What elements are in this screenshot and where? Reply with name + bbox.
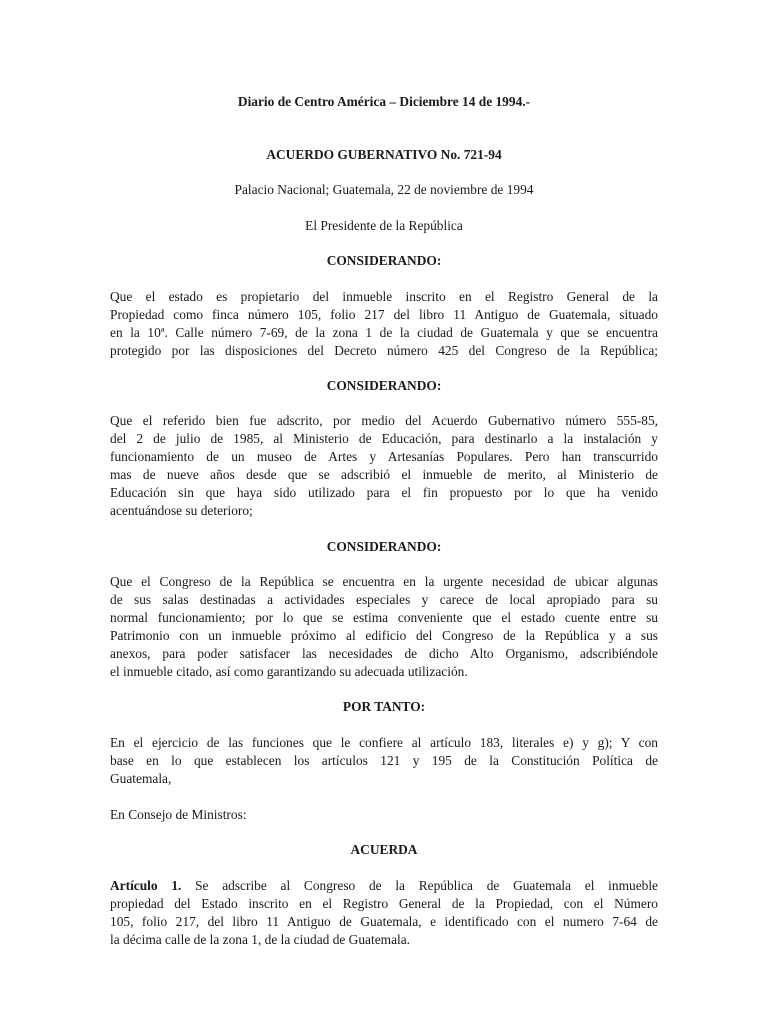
- considerando-2-line-5: Educación sin que haya sido utilizado para el fin propuesto por lo que ha venido: [110, 485, 658, 500]
- publication-line: Diario de Centro América – Diciembre 14 de 1994.-: [237, 94, 531, 109]
- acuerda-heading: ACUERDA: [350, 842, 418, 857]
- considerando-1-line-1: Que el estado es propietario del inmueble inscrito en el Registro General de la: [110, 289, 658, 304]
- por-tanto-line-2: base en lo que establecen los artículos 121 y 195 de la Constitución Política de: [110, 753, 658, 768]
- document-page: [110, 0, 658, 1024]
- considerando-3-line-3: normal funcionamiento; por lo que se estima conveniente que el estado cuente entre su: [110, 610, 658, 625]
- considerando-1-line-2: Propiedad como finca número 105, folio 217 del libro 11 Antiguo de Guatemala, situado: [110, 307, 658, 322]
- president-line: El Presidente de la República: [305, 218, 463, 233]
- considerando-3-line-5: anexos, para poder satisfacer las necesidades de dicho Alto Organismo, adscribiéndole: [110, 646, 658, 661]
- considerando-2-line-2: del 2 de julio de 1985, al Ministerio de Educación, para destinarlo a la instalación y: [110, 431, 658, 446]
- considerando-heading-1: CONSIDERANDO:: [326, 253, 442, 268]
- consejo-line: En Consejo de Ministros:: [110, 807, 247, 822]
- considerando-2-line-1: Que el referido bien fue adscrito, por medio del Acuerdo Gubernativo número 555-85,: [110, 413, 658, 428]
- por-tanto-heading: POR TANTO:: [342, 699, 426, 714]
- considerando-2-line-6: acentuándose su deterioro;: [110, 503, 253, 518]
- articulo-1-line-4: la décima calle de la zona 1, de la ciudad de Guatemala.: [110, 932, 411, 947]
- considerando-1-line-4: protegido por las disposiciones del Decreto número 425 del Congreso de la República;: [110, 343, 658, 358]
- por-tanto-line-3: Guatemala,: [110, 771, 172, 786]
- articulo-1-label: Artículo 1.: [110, 878, 182, 893]
- articulo-1-line-3: 105, folio 217, del libro 11 Antiguo de Guatemala, e identificado con el numero 7-64 de: [110, 914, 658, 929]
- considerando-3-line-6: el inmueble citado, así como garantizando su adecuada utilización.: [110, 664, 468, 679]
- articulo-1-line-2: propiedad del Estado inscrito en el Registro General de la Propiedad, con el Número: [110, 896, 658, 911]
- considerando-2-line-4: mas de nueve años desde que se adscribió el inmueble de merito, al Ministerio de: [110, 467, 658, 482]
- por-tanto-line-1: En el ejercicio de las funciones que le confiere al artículo 183, literales e) y g); Y con: [110, 735, 658, 750]
- considerando-1-line-3: en la 10ª. Calle número 7-69, de la zona 1 de la ciudad de Guatemala y que se encuentra: [110, 325, 658, 340]
- considerando-heading-3: CONSIDERANDO:: [326, 539, 442, 554]
- place-date: Palacio Nacional; Guatemala, 22 de noviembre de 1994: [234, 182, 534, 197]
- considerando-heading-2: CONSIDERANDO:: [326, 378, 442, 393]
- considerando-2-line-3: funcionamiento de un museo de Artes y Artesanías Populares. Pero han transcurrido: [110, 449, 658, 464]
- considerando-3-line-4: Patrimonio con un inmueble próximo al edificio del Congreso de la República y a sus: [110, 628, 658, 643]
- considerando-3-line-2: de sus salas destinadas a actividades especiales y carece de local apropiado para su: [110, 592, 658, 607]
- document-title: ACUERDO GUBERNATIVO No. 721-94: [266, 147, 502, 162]
- considerando-3-line-1: Que el Congreso de la República se encuentra en la urgente necesidad de ubicar algunas: [110, 574, 658, 589]
- articulo-1-line-1: [110, 877, 658, 895]
- articulo-1-text-1: Se adscribe al Congreso de la República de Guatemala el inmueble: [181, 878, 658, 893]
